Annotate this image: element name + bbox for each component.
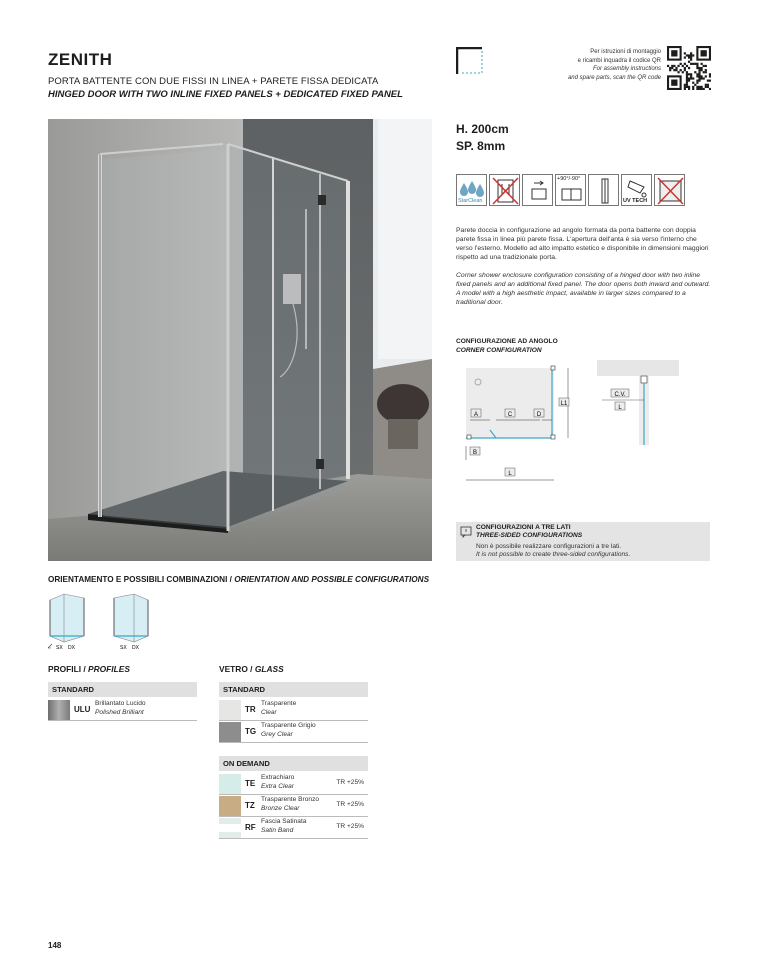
wall-detail-diagram (597, 360, 679, 445)
profile-row-ulu (48, 699, 197, 721)
glass-code: RF (245, 823, 256, 832)
subtitle-italian: PORTA BATTENTE CON DUE FISSI IN LINEA + PARETE FISSA DEDICATA (48, 76, 379, 87)
three-sided-note (456, 522, 710, 561)
label-l-detail: L (618, 405, 622, 411)
label-l: L (508, 471, 512, 477)
label-a: A (473, 412, 479, 418)
glass-name-italian: Trasparente Grigio (261, 722, 316, 729)
no-tray-icon (654, 174, 685, 206)
description-italian: Parete doccia in configurazione ad angolo formata da porta battente con doppia parete fissa in linea più parete fissa. L'apertura dell'anta è sia verso l'interno che verso l'esterno. Modello ad alto impatto estetico e disponibile in dimensioni maggiori rispetto ad una tradizionale porta. (456, 227, 709, 261)
glass-code: TE (245, 779, 256, 788)
glass-swatch (219, 700, 241, 720)
description-english: Corner shower enclosure configuration consisting of a hinged door with two inline fixed panels and an additional fixed panel. The door opens both inward and outward. A model with a high aesthetic impact, available in larger sizes compared to a traditional door. (456, 272, 711, 306)
label-b: B (472, 450, 478, 456)
sx-label: SX (56, 645, 63, 651)
note-body-english: It is not possible to create three-sided configurations. (476, 551, 631, 558)
glass-row-te (219, 773, 368, 795)
qr-code[interactable] (667, 46, 711, 90)
glass-swatch (219, 796, 241, 816)
glass-name-english: Bronze Clear (261, 805, 300, 812)
label-d: D (536, 412, 542, 418)
rotation-label: +90°/-90° (557, 176, 581, 182)
glass-row-tg (219, 721, 368, 743)
dx-label-right: DX (132, 645, 139, 651)
glass-name-italian: Trasparente Bronzo (261, 796, 320, 803)
glass-name-italian: Extrachiaro (261, 774, 295, 781)
feature-icons (456, 174, 685, 206)
glass-price-extra: TR +25% (336, 779, 364, 786)
note-title-english: THREE-SIDED CONFIGURATIONS (476, 532, 583, 539)
uv-tech-label: UV TECH (623, 198, 648, 204)
config-title-english: CORNER CONFIGURATION (456, 347, 542, 354)
starclean-icon (456, 174, 487, 206)
glass-code: TR (245, 705, 256, 714)
note-body-italian: Non è possibile realizzare configurazioni a tre lati. (476, 543, 622, 550)
note-title-italian: CONFIGURAZIONI A TRE LATI (476, 524, 571, 531)
profile-code: ULU (74, 705, 91, 714)
label-cv: C.V. (614, 392, 626, 398)
label-c: C (507, 412, 513, 418)
glass-row-rf (219, 817, 368, 839)
glass-row-tr (219, 699, 368, 721)
sx-label-right: SX (120, 645, 127, 651)
glass-name-italian: Fascia Satinata (261, 818, 307, 825)
glass-title: VETRO / GLASS (219, 664, 284, 674)
opening-icon (522, 174, 553, 206)
profile-swatch (48, 700, 70, 720)
starclean-label: StarClean (458, 198, 483, 204)
glass-name-english: Clear (261, 709, 277, 716)
qr-instructions: Per istruzioni di montaggio e ricambi inquadra il codice QR For assembly instructions and spare parts, scan the QR code (567, 49, 661, 81)
height-spec: H. 200cm (456, 122, 509, 136)
profile-name-english: Polished Brilliant (95, 709, 144, 716)
glass-code: TZ (245, 801, 255, 810)
glass-name-english: Satin Band (261, 827, 294, 834)
product-photo (48, 119, 432, 561)
profiles-standard-header: STANDARD (48, 682, 197, 697)
glass-name-english: Grey Clear (261, 731, 293, 738)
orientation-title: ORIENTAMENTO E POSSIBILI COMBINAZIONI / ORIENTATION AND POSSIBLE CONFIGURATIONS (48, 575, 430, 584)
profiles-title: PROFILI / PROFILES (48, 664, 130, 674)
dx-label: DX (68, 645, 75, 651)
glass-price-extra: TR +25% (336, 801, 364, 808)
corner-configuration-diagram (456, 360, 576, 485)
subtitle-english: HINGED DOOR WITH TWO INLINE FIXED PANELS + DEDICATED FIXED PANEL (48, 89, 403, 100)
orientation-left-diagram (46, 590, 88, 652)
orientation-right-diagram (110, 590, 152, 652)
glass-swatch (219, 818, 241, 838)
product-title: ZENITH (48, 50, 113, 69)
rotation-icon (555, 174, 586, 206)
glass-code: TG (245, 727, 257, 736)
corner-bracket-icon (456, 47, 484, 75)
profile-name-italian: Brillantato Lucido (95, 700, 146, 707)
glass-swatch (219, 774, 241, 794)
glass-swatch (219, 722, 241, 742)
thickness-spec: SP. 8mm (456, 139, 506, 153)
glass-name-italian: Trasparente (261, 700, 297, 707)
page-number: 148 (48, 941, 62, 950)
config-title-italian: CONFIGURAZIONE AD ANGOLO (456, 338, 558, 345)
glass-on-demand-header: ON DEMAND (219, 756, 368, 771)
glass-price-extra: TR +25% (336, 823, 364, 830)
uv-tech-icon (621, 174, 652, 206)
glass-row-tz (219, 795, 368, 817)
profile-icon (588, 174, 619, 206)
comment-icon (460, 526, 472, 538)
glass-name-english: Extra Clear (261, 783, 294, 790)
label-l1: L1 (560, 401, 568, 407)
no-water-icon (489, 174, 520, 206)
glass-standard-header: STANDARD (219, 682, 368, 697)
